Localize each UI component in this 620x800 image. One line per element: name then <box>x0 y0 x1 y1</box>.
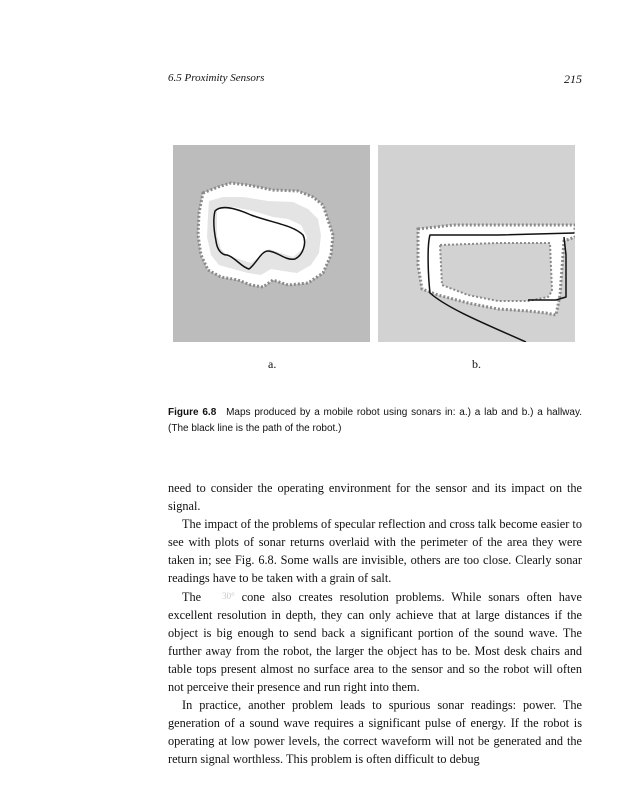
paragraph-4: In practice, another problem leads to spurious sonar readings: power. The generation of a sound wave requires a significant pulse of energy. If the robot is operating at low power levels, the correct waveform will not be generated and the return signal worthless. This problem is often difficult to debug <box>168 698 582 766</box>
running-header <box>168 72 582 88</box>
paragraph-2: The impact of the problems of specular reflection and cross talk become easier to see with plots of sonar returns overlaid with the perimeter of the area they were taken in; see Fig. 6.8. Some walls are invisible, others are too close. Clearly sonar readings have to be taken with a grain of salt. <box>168 517 582 585</box>
figure-number: Figure 6.8 <box>168 407 217 418</box>
panel-label-a: a. <box>268 357 277 371</box>
paragraph-1: need to consider the operating environment for the sensor and its impact on the signal. <box>168 481 582 513</box>
section-title: 6.5 Proximity Sensors <box>168 72 265 84</box>
page-number: 215 <box>564 72 582 86</box>
paragraph-3 <box>168 587 582 696</box>
paragraph-3-rest: cone also creates resolution problems. While sonars often have excellent resolution in depth, they can only achieve that at large distances if the object is big enough to send back a significant portion of the sound wave. The further away from the robot, the larger the object has to be. Most desk chairs and table tops present almost no surface area to the sensor and so the robot will often not perceive their presence and run right into them. <box>168 590 582 694</box>
body-text <box>168 479 582 768</box>
sonar-map-hallway <box>378 145 575 342</box>
angle-glyph: 30° <box>222 591 235 601</box>
caption-text: Maps produced by a mobile robot using sonars in: a.) a lab and b.) a hallway. (The black line is the path of the robot.) <box>168 407 582 434</box>
paragraph-3-start: The <box>182 590 202 604</box>
figure-caption <box>168 405 582 437</box>
panel-label-b: b. <box>472 357 481 371</box>
sonar-map-lab <box>173 145 370 342</box>
